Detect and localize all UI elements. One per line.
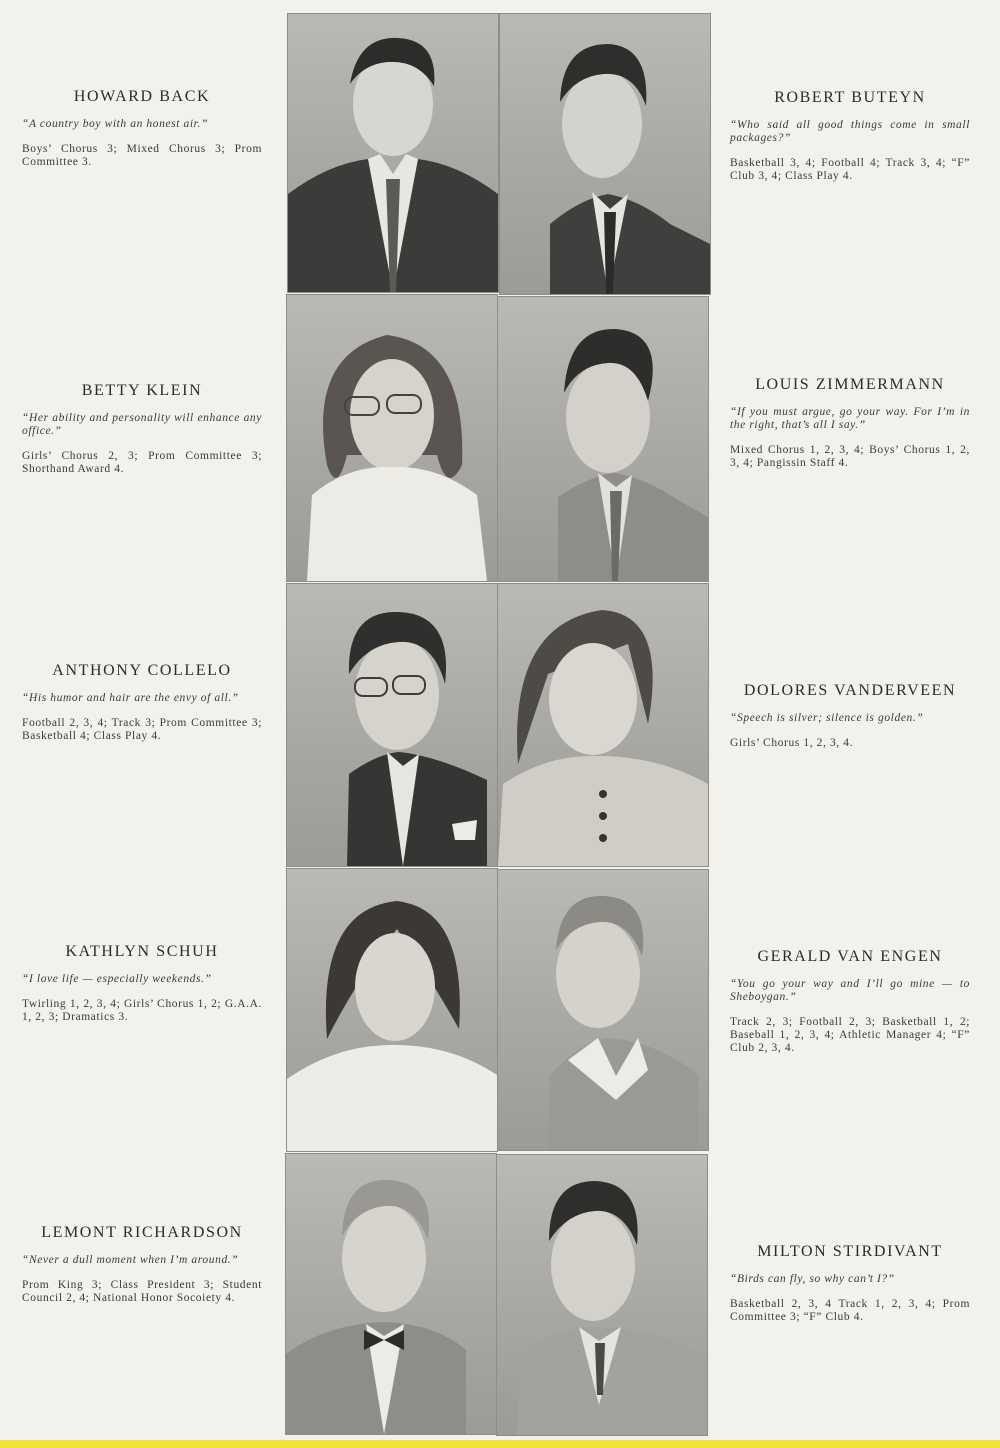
student-entry [22,88,262,169]
student-activities: Girls’ Chorus 1, 2, 3, 4. [730,737,854,749]
student-quote: “If you must argue, go your way. For I’m in the right, that’s all I say.” [730,406,970,431]
student-name: BETTY KLEIN [81,382,203,399]
student-name: LOUIS ZIMMERMANN [755,376,945,393]
student-portrait-photo [497,869,709,1151]
student-quote: “Her ability and personality will enhance any office.” [22,412,262,437]
student-quote: “A country boy with an honest air.” [22,118,208,130]
student-entry [22,1224,262,1305]
student-activities: Basketball 3, 4; Football 4; Track 3, 4; “F” Club 3, 4; Class Play 4. [730,157,970,182]
student-quote: “Who said all good things come in small packages?” [730,119,970,144]
student-activities: Football 2, 3, 4; Track 3; Prom Committee 3; Basketball 4; Class Play 4. [22,717,262,742]
student-quote: “His humor and hair are the envy of all.” [22,692,239,704]
student-quote: “You go your way and I’ll go mine — to Sheboygan.” [730,978,970,1003]
student-entry [730,682,970,750]
student-portrait-photo [497,296,709,582]
student-name: KATHLYN SCHUH [65,943,219,960]
student-activities: Mixed Chorus 1, 2, 3, 4; Boys’ Chorus 1, 2, 3, 4; Pangissin Staff 4. [730,444,970,469]
student-quote: “Never a dull moment when I’m around.” [22,1254,239,1266]
student-portrait-photo [286,868,498,1152]
student-quote: “Speech is silver; silence is golden.” [730,712,924,724]
student-name: HOWARD BACK [73,88,211,105]
student-entry [22,662,262,743]
student-name: GERALD VAN ENGEN [757,948,943,965]
student-entry [730,948,970,1055]
student-entry [730,1243,970,1324]
student-portrait-photo [286,583,498,867]
student-name: DOLORES VANDERVEEN [743,682,957,699]
student-quote: “I love life — especially weekends.” [22,973,212,985]
student-portrait-photo [286,294,498,582]
student-entry [730,376,970,470]
student-portrait-photo [285,1153,497,1435]
student-name: LEMONT RICHARDSON [41,1224,243,1241]
student-activities: Girls’ Chorus 2, 3; Prom Committee 3; Shorthand Award 4. [22,450,262,475]
student-activities: Prom King 3; Class President 3; Student Council 2, 4; National Honor Socoiety 4. [22,1279,262,1304]
student-portrait-photo [496,1154,708,1436]
student-portrait-photo [499,13,711,295]
student-name: ANTHONY COLLELO [52,662,232,679]
student-name: MILTON STIRDIVANT [757,1243,943,1260]
student-activities: Track 2, 3; Football 2, 3; Basketball 1, 2; Baseball 1, 2, 3, 4; Athletic Manager 4; “F” Club 2, 3, 4. [730,1016,970,1054]
student-portrait-photo [287,13,499,293]
page-bottom-band [0,1440,1000,1448]
student-portrait-photo [497,583,709,867]
student-name: ROBERT BUTEYN [774,89,926,106]
student-entry [730,89,970,183]
student-activities: Twirling 1, 2, 3, 4; Girls’ Chorus 1, 2; G.A.A. 1, 2, 3; Dramatics 3. [22,998,262,1023]
student-activities: Boys’ Chorus 3; Mixed Chorus 3; Prom Committee 3. [22,143,262,168]
student-entry [22,382,262,476]
student-quote: “Birds can fly, so why can’t I?” [730,1273,895,1285]
student-activities: Basketball 2, 3, 4 Track 1, 2, 3, 4; Prom Committee 3; “F” Club 4. [730,1298,970,1323]
student-entry [22,943,262,1024]
